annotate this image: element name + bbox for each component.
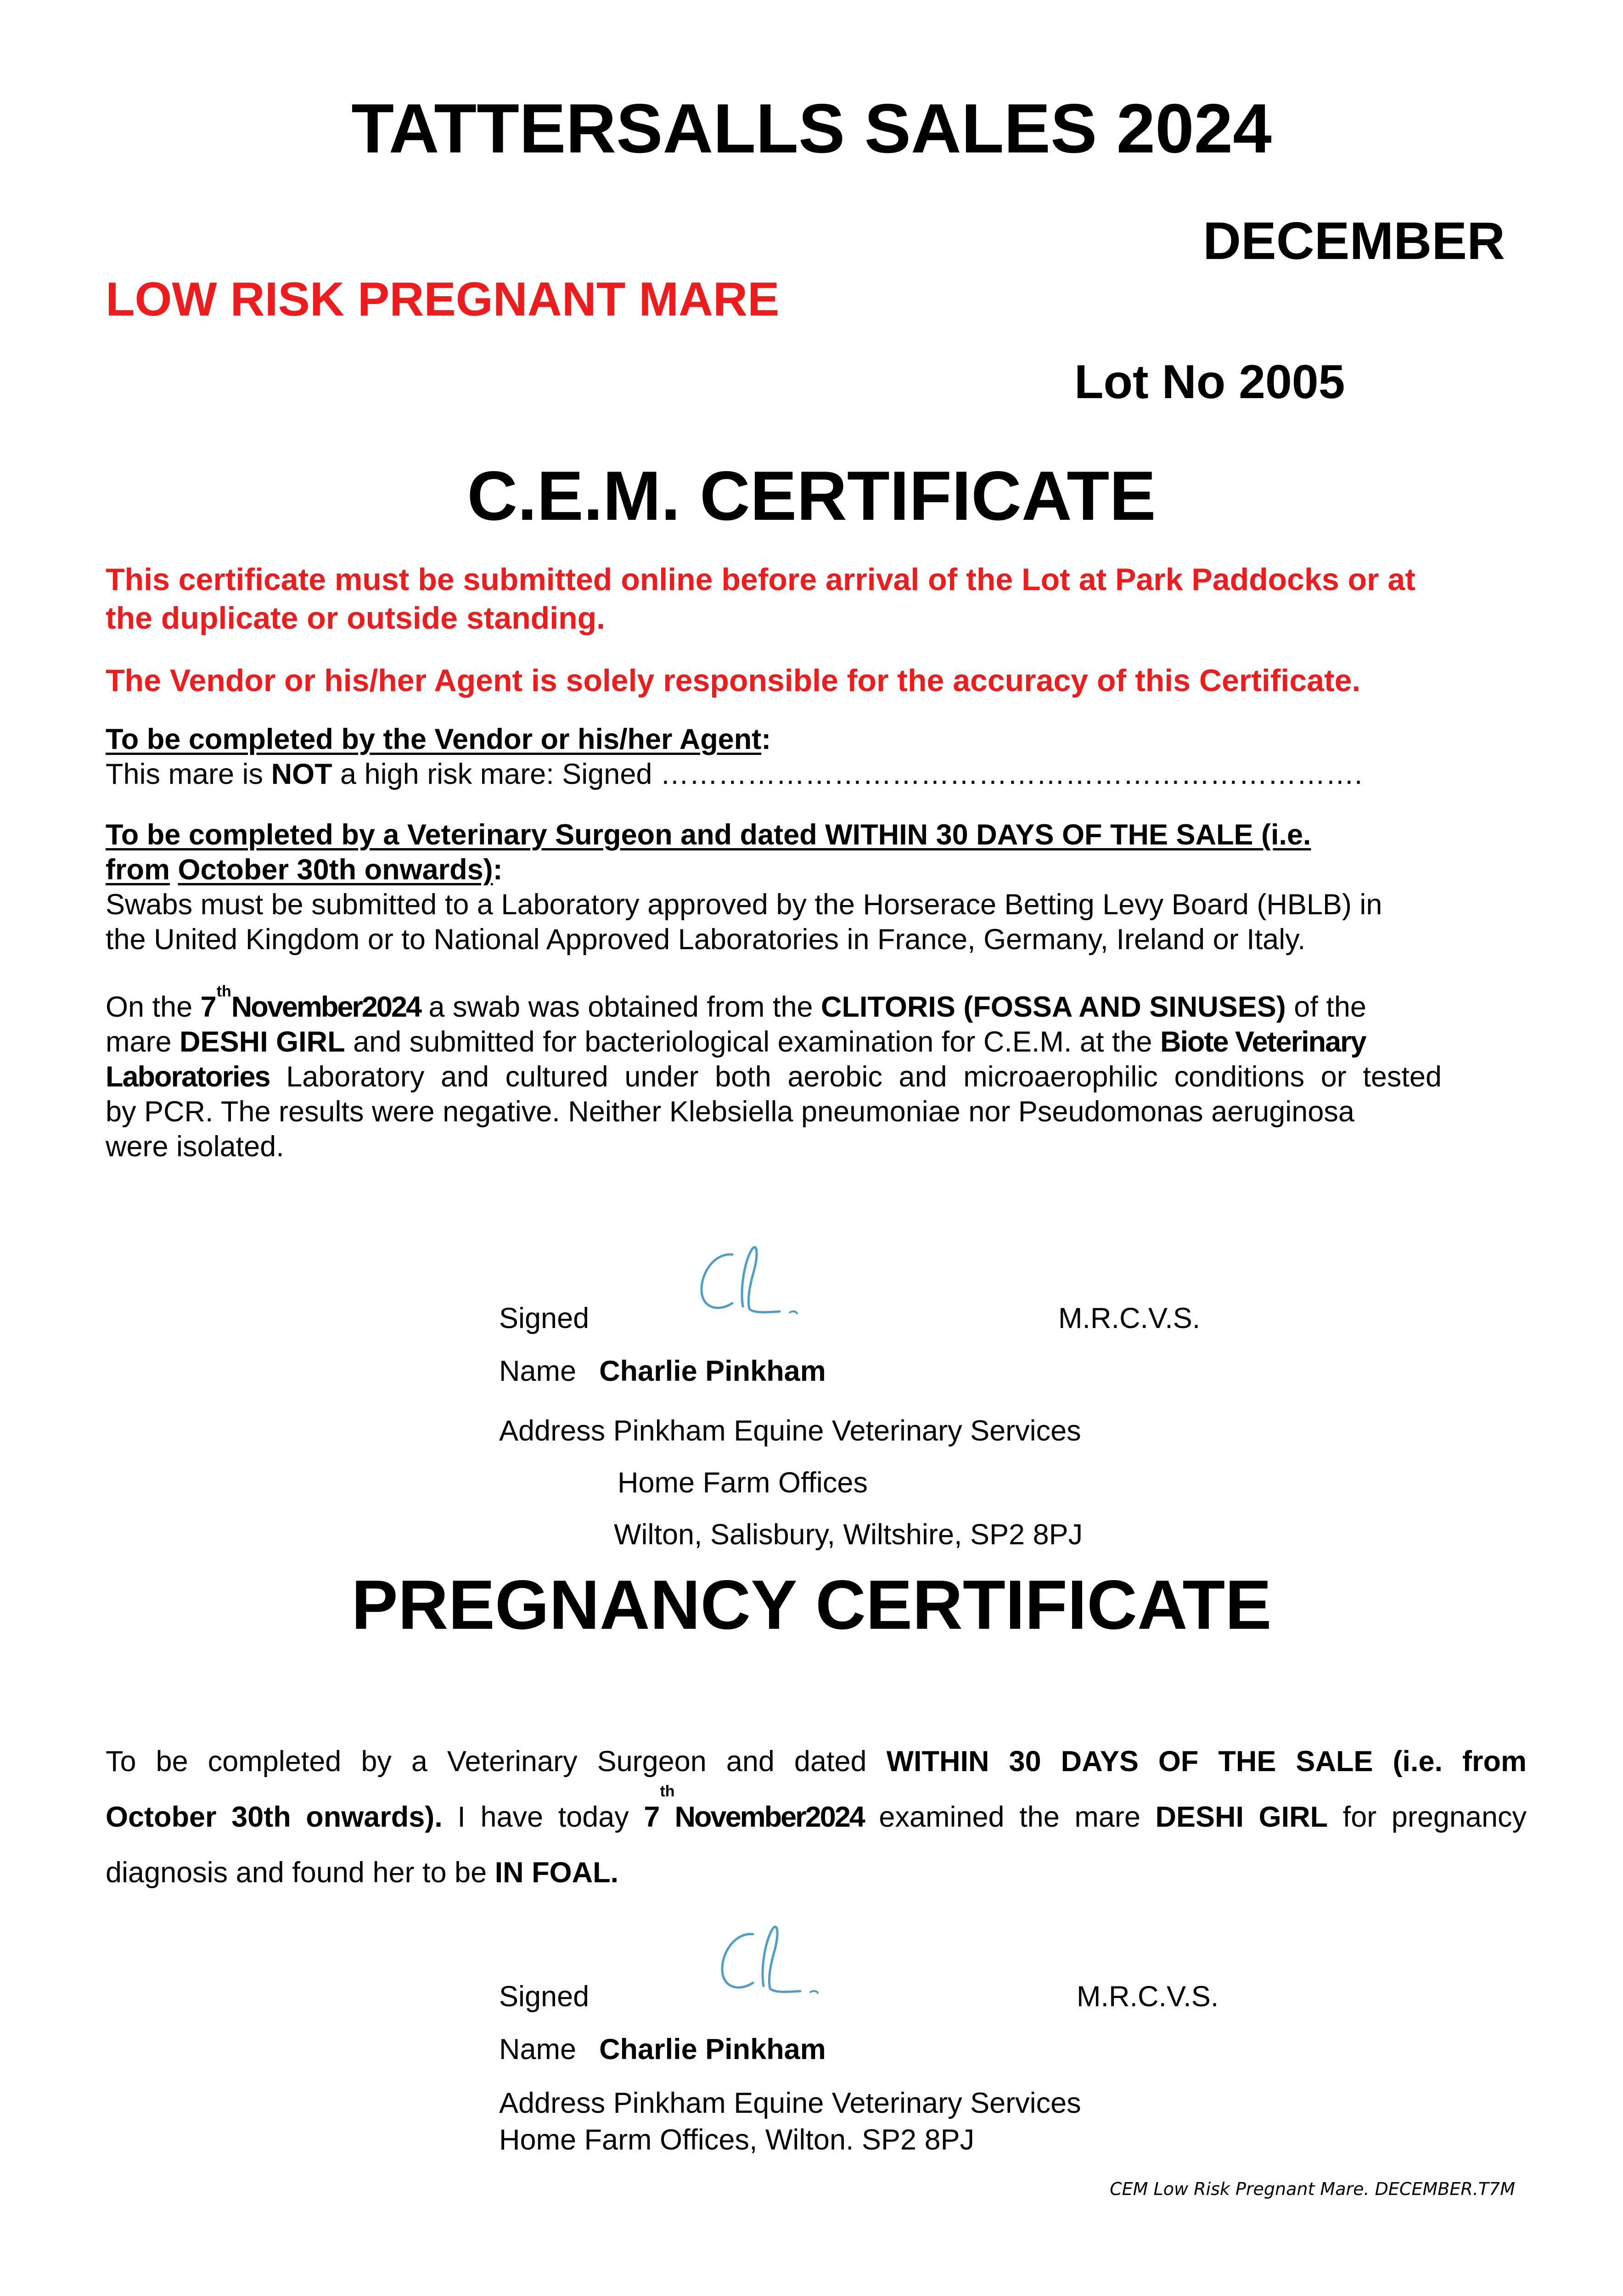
- laboratory-name: Biote Veterinary: [1160, 1026, 1366, 1058]
- mare-category: LOW RISK PREGNANT MARE: [106, 273, 780, 326]
- vet-heading: To be completed by a Veterinary Surgeon and dated WITHIN 30 DAYS OF THE SALE (i.e.: [106, 819, 1311, 851]
- vet-section: To be completed by a Veterinary Surgeon and dated WITHIN 30 DAYS OF THE SALE (i.e. from October 30th onwards): Swabs must be submitted to a Laboratory approved by the Horserace Betting Levy Board (HBLB) in the United Kingdom or to National Approved Laboratories in France, Germany, Ireland or Italy.: [106, 817, 1382, 957]
- pregnancy-signed-label: Signed: [499, 1981, 590, 2013]
- mare-name: DESHI GIRL: [180, 1026, 345, 1058]
- cem-address: Address Pinkham Equine Veterinary Services Home Farm Offices Wilton, Salisbury, Wiltshire, SP2 8PJ: [499, 1415, 1083, 1551]
- swabs-requirement: Swabs must be submitted to a Laboratory approved by the Horserace Betting Levy Board (HBLB) in: [106, 889, 1382, 921]
- lot-number: Lot No 2005: [1074, 355, 1345, 409]
- vet-name: Charlie Pinkham: [599, 1355, 826, 1387]
- pregnancy-certificate-title: PREGNANCY CERTIFICATE: [351, 1566, 1272, 1644]
- pregnancy-mrcvs: M.R.C.V.S.: [1077, 1981, 1219, 2013]
- swab-statement: On the 7thNovember2024 a swab was obtained from the CLITORIS (FOSSA AND SINUSES) of the mare DESHI GIRL and submitted for bacteriological examination for C.E.M. at the Biote Veterinary Laboratories Laboratory and cultured under both aerobic and microaerophilic conditions or tested by PCR. The results were negative. Neither Klebsiella pneumoniae nor Pseudomonas aeruginosa were isolated.: [106, 983, 1442, 1163]
- pregnancy-statement: To be completed by a Veterinary Surgeon and dated WITHIN 30 DAYS OF THE SALE (i.e. from October 30th onwards). I have today 7thNovember2024 examined the mare DESHI GIRL for pregnancy diagnosis and found her to be IN FOAL.: [106, 1745, 1527, 1889]
- footer-reference: CEM Low Risk Pregnant Mare. DECEMBER.T7M: [1110, 2179, 1515, 2199]
- cem-vet-signature: [689, 1244, 826, 1327]
- pregnancy-address: Address Pinkham Equine Veterinary Services Home Farm Offices, Wilton. SP2 8PJ: [499, 2087, 1081, 2156]
- vendor-heading: To be completed by the Vendor or his/her Agent: [106, 723, 762, 755]
- cem-signed-label: Signed: [499, 1302, 590, 1334]
- pregnancy-result: IN FOAL.: [494, 1857, 619, 1889]
- cem-certificate-title: C.E.M. CERTIFICATE: [467, 457, 1156, 535]
- responsibility-notice: The Vendor or his/her Agent is solely responsible for the accuracy of this Certificate.: [106, 663, 1361, 698]
- pregnancy-vet-signature: [709, 1924, 847, 2007]
- pregnancy-mare-name: DESHI GIRL: [1155, 1801, 1328, 1833]
- cem-name-row: Name Charlie Pinkham: [499, 1355, 826, 1387]
- page-title: TATTERSALLS SALES 2024: [351, 90, 1272, 168]
- sale-month: DECEMBER: [1203, 212, 1505, 270]
- submission-notice: This certificate must be submitted online before arrival of the Lot at Park Paddocks or at the duplicate or outside standing.: [106, 562, 1415, 636]
- vendor-declaration: This mare is NOT a high risk mare: Signed ……………………………………………………………….: [106, 758, 1363, 790]
- cem-mrcvs: M.R.C.V.S.: [1058, 1302, 1201, 1334]
- vendor-section: To be completed by the Vendor or his/her Agent: This mare is NOT a high risk mare: Signed ……………………………………………………………….: [106, 722, 1362, 792]
- pregnancy-vet-name: Charlie Pinkham: [599, 2033, 826, 2065]
- pregnancy-name-row: Name Charlie Pinkham: [499, 2033, 826, 2065]
